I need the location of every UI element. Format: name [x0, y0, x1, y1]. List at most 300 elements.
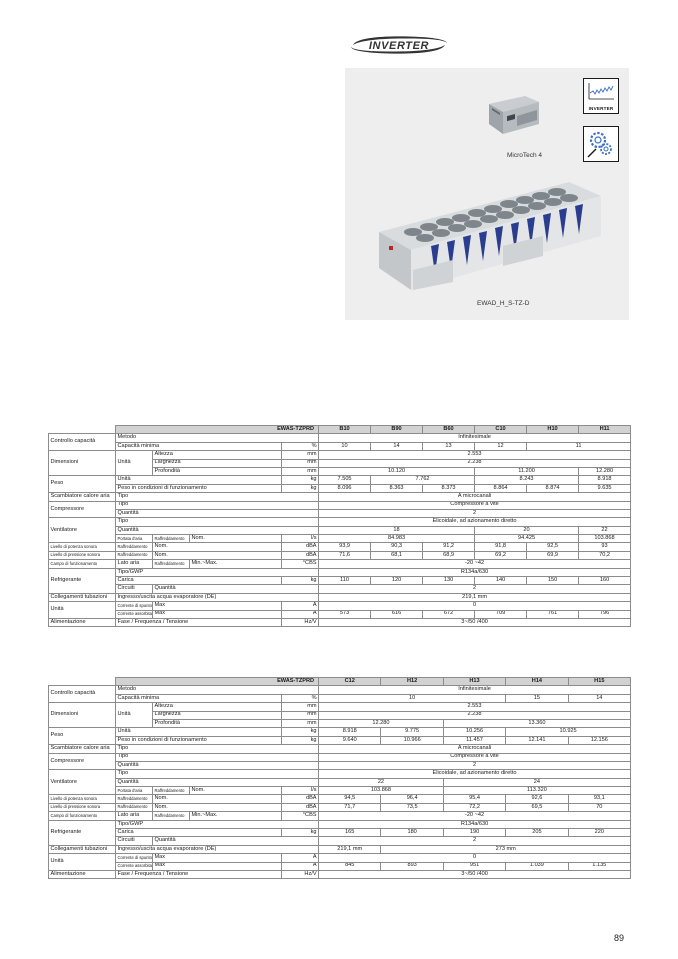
- unit-caption: EWAD_H_S-TZ-D: [477, 300, 530, 307]
- row-sublabel: Unità: [116, 703, 153, 728]
- row-unit: kg: [282, 829, 319, 837]
- cell-value: Infinitesimale: [319, 434, 631, 442]
- row-label: Profondità: [153, 719, 282, 727]
- row-category: Ventilatore: [49, 770, 116, 795]
- row-label: Tipo: [116, 501, 319, 509]
- row-unit: dBA: [282, 795, 319, 803]
- row-label: Tipo: [116, 745, 319, 753]
- cell-value: 13: [423, 442, 475, 450]
- table-row: [49, 509, 631, 517]
- row-label: Tipo/GWP: [116, 568, 319, 576]
- cell-value: 616: [371, 610, 423, 618]
- table-row: [49, 694, 631, 702]
- cell-value: 709: [475, 610, 527, 618]
- cell-value: 2.553: [319, 451, 631, 459]
- cell-value: 93,1: [568, 795, 630, 803]
- cell-value: 8.874: [527, 484, 579, 492]
- cell-value: A microcanali: [319, 493, 631, 501]
- row-sublabel: Raffreddamento: [116, 803, 153, 811]
- row-unit: %: [282, 442, 319, 450]
- table-row: [49, 736, 631, 744]
- column-header: B90: [371, 426, 423, 434]
- model-header: EWAS-TZPRD: [116, 678, 319, 686]
- cell-value: 68,9: [423, 551, 475, 559]
- row-label: Quantità: [116, 778, 319, 786]
- cell-value: 69,2: [475, 551, 527, 559]
- table-row: [49, 560, 631, 568]
- row-unit: kg: [282, 577, 319, 585]
- column-header: C12: [319, 678, 381, 686]
- row-category: Collegamenti tubazioni: [49, 845, 116, 853]
- row-category: Peso: [49, 476, 116, 493]
- row-unit: Hz/V: [282, 618, 319, 626]
- table-row: [49, 585, 631, 593]
- cell-value: -20 ~42: [319, 812, 631, 820]
- cell-value: 10.925: [506, 728, 631, 736]
- cell-value: 2: [319, 837, 631, 845]
- cell-value: 11: [527, 442, 631, 450]
- row-category: Unità: [49, 854, 116, 871]
- cell-value: 22: [319, 778, 444, 786]
- row-label: Metodo: [116, 686, 319, 694]
- row-category: Livello di potenza sonora: [49, 543, 116, 551]
- row-category: Collegamenti tubazioni: [49, 593, 116, 601]
- column-header: H10: [527, 426, 579, 434]
- cell-value: 11.457: [443, 736, 505, 744]
- row-sublabel: Raffreddamento: [116, 543, 153, 551]
- cell-value: 160: [579, 577, 631, 585]
- cell-value: 14: [371, 442, 423, 450]
- cell-value: R134a/630: [319, 820, 631, 828]
- cell-value: 951: [443, 862, 505, 870]
- table-row: [49, 526, 631, 534]
- cell-value: 1.039: [506, 862, 568, 870]
- row-sublabel: Portata d'aria: [116, 535, 153, 543]
- cell-value: 70,2: [579, 551, 631, 559]
- row-unit: %: [282, 694, 319, 702]
- cell-value: 113.320: [443, 787, 630, 795]
- cell-value: 92,5: [527, 543, 579, 551]
- row-label: Fase / Frequenza / Tensione: [116, 870, 282, 878]
- inverter-wave-icon: [584, 79, 618, 105]
- row-sublabel: Circuiti: [116, 585, 153, 593]
- row-unit: °CBS: [282, 812, 319, 820]
- table-row: [49, 593, 631, 601]
- cell-value: 93: [579, 543, 631, 551]
- row-label: Max: [153, 862, 282, 870]
- table-row: [49, 837, 631, 845]
- cell-value: 12.280: [579, 467, 631, 475]
- cell-value: 2: [319, 585, 631, 593]
- row-unit: A: [282, 610, 319, 618]
- cell-value: 8.243: [475, 476, 579, 484]
- row-category: Dimensioni: [49, 703, 116, 728]
- cell-value: 8.864: [475, 484, 527, 492]
- spec-table-2: [48, 677, 631, 879]
- cell-value: 3~/50 /400: [319, 870, 631, 878]
- cell-value: 91,8: [475, 543, 527, 551]
- column-header: H13: [443, 678, 505, 686]
- row-label: Unità: [116, 728, 282, 736]
- cell-value: 69,5: [506, 803, 568, 811]
- cell-value: 103.868: [579, 535, 631, 543]
- table-row: [49, 745, 631, 753]
- row-sublabel: Corrente assorbita: [116, 610, 153, 618]
- cell-value: 71,6: [319, 551, 371, 559]
- row-label: Capacità minima: [116, 442, 282, 450]
- cell-value: 10: [319, 694, 506, 702]
- row-label: Fase / Frequenza / Tensione: [116, 618, 282, 626]
- row-unit: l/s: [282, 787, 319, 795]
- row-category: Livello di pressione sonora: [49, 551, 116, 559]
- cell-value: A microcanali: [319, 745, 631, 753]
- cell-value: 2.238: [319, 459, 631, 467]
- cell-value: 91,2: [423, 543, 475, 551]
- table-row: [49, 703, 631, 711]
- cell-value: 796: [579, 610, 631, 618]
- cell-value: 3~/50 /400: [319, 618, 631, 626]
- row-label: Nom.: [153, 543, 282, 551]
- row-label: Quantità: [153, 837, 319, 845]
- cell-value: 70: [568, 803, 630, 811]
- row-label: Tipo/GWP: [116, 820, 319, 828]
- cell-value: 10.120: [319, 467, 475, 475]
- cell-value: 110: [319, 577, 371, 585]
- cell-value: 13.360: [443, 719, 630, 727]
- row-category: Refrigerante: [49, 568, 116, 593]
- product-photo-panel: [345, 68, 629, 320]
- table-header-row: [49, 426, 631, 434]
- inverter-badge: [583, 78, 619, 114]
- table-row: [49, 812, 631, 820]
- row-unit: mm: [282, 711, 319, 719]
- row-label: Ingresso/uscita acqua evaporatore (DE): [116, 593, 319, 601]
- row-category: Livello di pressione sonora: [49, 803, 116, 811]
- table-row: [49, 610, 631, 618]
- row-label: Altezza: [153, 703, 282, 711]
- row-sublabel: Circuiti: [116, 837, 153, 845]
- row-label: Nom.: [153, 803, 282, 811]
- row-category: Scambiatore calore aria: [49, 745, 116, 753]
- inverter-badge-label: INVERTER: [588, 106, 614, 111]
- row-unit: kg: [282, 476, 319, 484]
- cell-value: 12.141: [506, 736, 568, 744]
- cell-value: 893: [381, 862, 443, 870]
- cell-value: 219,1 mm: [319, 845, 381, 853]
- row-label: Peso in condizioni di funzionamento: [116, 736, 282, 744]
- row-category: Controllo capacità: [49, 434, 116, 451]
- cell-value: 10.966: [381, 736, 443, 744]
- column-header: H14: [506, 678, 568, 686]
- cell-value: 72,2: [443, 803, 505, 811]
- cell-value: 8.096: [319, 484, 371, 492]
- table-row: [49, 551, 631, 559]
- cell-value: 71,7: [319, 803, 381, 811]
- column-header: H11: [579, 426, 631, 434]
- row-label: Carica: [116, 577, 282, 585]
- cell-value: 11.200: [475, 467, 579, 475]
- row-unit: l/s: [282, 535, 319, 543]
- row-category: Alimentazione: [49, 618, 116, 626]
- cell-value: 8.373: [423, 484, 475, 492]
- row-unit: dBA: [282, 803, 319, 811]
- row-sublabel: Raffreddamento: [116, 795, 153, 803]
- row-label: Max: [153, 602, 282, 610]
- row-sublabel: Corrente di spunto: [116, 854, 153, 862]
- row-category: Compressore: [49, 753, 116, 770]
- row-unit: mm: [282, 703, 319, 711]
- row-label: Peso in condizioni di funzionamento: [116, 484, 282, 492]
- cell-value: 96,4: [381, 795, 443, 803]
- cell-value: 130: [423, 577, 475, 585]
- table-row: [49, 543, 631, 551]
- row-sublabel: Raffreddamento: [153, 787, 190, 795]
- cell-value: 9.640: [319, 736, 381, 744]
- table-row: [49, 728, 631, 736]
- table-row: [49, 829, 631, 837]
- row-label: Quantità: [116, 509, 319, 517]
- inverter-logo: [347, 34, 451, 56]
- cell-value: 24: [443, 778, 630, 786]
- row-label: Carica: [116, 829, 282, 837]
- cell-value: 90,3: [371, 543, 423, 551]
- table-row: [49, 568, 631, 576]
- cell-value: 120: [371, 577, 423, 585]
- table-row: [49, 493, 631, 501]
- cell-value: 0: [319, 602, 631, 610]
- table-row: [49, 602, 631, 610]
- chiller-unit-image: [373, 172, 605, 292]
- cell-value: 12.156: [568, 736, 630, 744]
- cell-value: 95,4: [443, 795, 505, 803]
- controller-caption: MicroTech 4: [507, 152, 543, 159]
- table-row: [49, 618, 631, 626]
- table-row: [49, 795, 631, 803]
- cell-value: 190: [443, 829, 505, 837]
- table-row: [49, 854, 631, 862]
- row-label: Altezza: [153, 451, 282, 459]
- row-sublabel: Corrente assorbita: [116, 862, 153, 870]
- cell-value: 22: [579, 526, 631, 534]
- row-category: Dimensioni: [49, 451, 116, 476]
- column-header: B10: [319, 426, 371, 434]
- row-label: Nom.: [190, 787, 282, 795]
- row-label: Min.~Max.: [190, 560, 282, 568]
- row-sublabel: Raffreddamento: [153, 535, 190, 543]
- page-number: 89: [614, 933, 625, 943]
- row-sublabel: Portata d'aria: [116, 787, 153, 795]
- row-sublabel: Raffreddamento: [153, 560, 190, 568]
- cell-value: 7.505: [319, 476, 371, 484]
- table-row: [49, 803, 631, 811]
- row-unit: °CBS: [282, 560, 319, 568]
- row-unit: Hz/V: [282, 870, 319, 878]
- row-label: Max: [153, 854, 282, 862]
- row-label: Tipo: [116, 770, 319, 778]
- cell-value: 12: [475, 442, 527, 450]
- microtech-controller-image: [485, 90, 541, 138]
- cell-value: 0: [319, 854, 631, 862]
- table-row: [49, 820, 631, 828]
- row-unit: kg: [282, 728, 319, 736]
- cell-value: 18: [319, 526, 475, 534]
- row-unit: dBA: [282, 551, 319, 559]
- cell-value: 2.553: [319, 703, 631, 711]
- cell-value: 205: [506, 829, 568, 837]
- row-unit: A: [282, 862, 319, 870]
- cell-value: 12.280: [319, 719, 444, 727]
- cell-value: 15: [506, 694, 568, 702]
- row-category: Alimentazione: [49, 870, 116, 878]
- row-label: Metodo: [116, 434, 319, 442]
- cell-value: 14: [568, 694, 630, 702]
- table-row: [49, 484, 631, 492]
- row-label: Larghezza: [153, 711, 282, 719]
- cell-value: Elicoidale, ad azionamento diretto: [319, 518, 631, 526]
- row-label: Unità: [116, 476, 282, 484]
- cell-value: 845: [319, 862, 381, 870]
- row-label: Nom.: [190, 535, 282, 543]
- row-label: Min.~Max.: [190, 812, 282, 820]
- table-row: [49, 862, 631, 870]
- cell-value: 2: [319, 509, 631, 517]
- row-category: Livello di potenza sonora: [49, 795, 116, 803]
- table-row: [49, 501, 631, 509]
- row-unit: mm: [282, 467, 319, 475]
- row-unit: A: [282, 602, 319, 610]
- row-label: Larghezza: [153, 459, 282, 467]
- gear-settings-icon: [584, 127, 618, 161]
- cell-value: 165: [319, 829, 381, 837]
- table-row: [49, 476, 631, 484]
- cell-value: 672: [423, 610, 475, 618]
- cell-value: Elicoidale, ad azionamento diretto: [319, 770, 631, 778]
- cell-value: 84.983: [319, 535, 475, 543]
- column-header: H12: [381, 678, 443, 686]
- cell-value: 68,1: [371, 551, 423, 559]
- cell-value: 69,9: [527, 551, 579, 559]
- row-label: Ingresso/uscita acqua evaporatore (DE): [116, 845, 319, 853]
- cell-value: 73,5: [381, 803, 443, 811]
- table-row: [49, 518, 631, 526]
- cell-value: 10: [319, 442, 371, 450]
- row-unit: kg: [282, 484, 319, 492]
- row-label: Nom.: [153, 551, 282, 559]
- table-row: [49, 761, 631, 769]
- cell-value: 8.918: [579, 476, 631, 484]
- cell-value: 219,1 mm: [319, 593, 631, 601]
- cell-value: 8.363: [371, 484, 423, 492]
- row-sublabel: Raffreddamento: [153, 812, 190, 820]
- row-unit: mm: [282, 451, 319, 459]
- cell-value: 761: [527, 610, 579, 618]
- row-category: Campo di funzionamento: [49, 812, 116, 820]
- row-label: Max: [153, 610, 282, 618]
- gear-badge: [583, 126, 619, 162]
- row-category: Peso: [49, 728, 116, 745]
- cell-value: 9.635: [579, 484, 631, 492]
- row-category: Campo di funzionamento: [49, 560, 116, 568]
- row-category: Controllo capacità: [49, 686, 116, 703]
- cell-value: -20 ~42: [319, 560, 631, 568]
- cell-value: R134a/630: [319, 568, 631, 576]
- row-unit: dBA: [282, 543, 319, 551]
- cell-value: 92,6: [506, 795, 568, 803]
- row-sublabel: Raffreddamento: [116, 551, 153, 559]
- spec-table-1: [48, 425, 631, 627]
- row-sublabel: Corrente di spunto: [116, 602, 153, 610]
- row-label: Tipo: [116, 493, 319, 501]
- row-unit: mm: [282, 459, 319, 467]
- cell-value: 573: [319, 610, 371, 618]
- cell-value: Compressore a vite: [319, 753, 631, 761]
- table-row: [49, 753, 631, 761]
- row-category: Unità: [49, 602, 116, 619]
- row-label: Tipo: [116, 753, 319, 761]
- cell-value: 150: [527, 577, 579, 585]
- row-category: Scambiatore calore aria: [49, 493, 116, 501]
- cell-value: 94,5: [319, 795, 381, 803]
- cell-value: 2: [319, 761, 631, 769]
- column-header: C10: [475, 426, 527, 434]
- cell-value: 10.256: [443, 728, 505, 736]
- row-sublabel: Lato aria: [116, 812, 153, 820]
- row-sublabel: Unità: [116, 451, 153, 476]
- row-category: Refrigerante: [49, 820, 116, 845]
- cell-value: Infinitesimale: [319, 686, 631, 694]
- table-row: [49, 845, 631, 853]
- table-row: [49, 870, 631, 878]
- table-row: [49, 535, 631, 543]
- cell-value: 8.918: [319, 728, 381, 736]
- row-label: Quantità: [153, 585, 319, 593]
- model-header: EWAS-TZPRD: [116, 426, 319, 434]
- table-row: [49, 434, 631, 442]
- row-label: Profondità: [153, 467, 282, 475]
- table-row: [49, 778, 631, 786]
- row-category: Compressore: [49, 501, 116, 518]
- row-unit: mm: [282, 719, 319, 727]
- row-label: Tipo: [116, 518, 319, 526]
- row-unit: A: [282, 854, 319, 862]
- row-category: Ventilatore: [49, 518, 116, 543]
- cell-value: Compressore a vite: [319, 501, 631, 509]
- cell-value: 220: [568, 829, 630, 837]
- cell-value: 94.425: [475, 535, 579, 543]
- row-sublabel: Lato aria: [116, 560, 153, 568]
- cell-value: 273 mm: [381, 845, 631, 853]
- cell-value: 1.135: [568, 862, 630, 870]
- table-row: [49, 451, 631, 459]
- table-row: [49, 770, 631, 778]
- cell-value: 103.868: [319, 787, 444, 795]
- row-label: Quantità: [116, 761, 319, 769]
- table-row: [49, 442, 631, 450]
- cell-value: 20: [475, 526, 579, 534]
- row-label: Capacità minima: [116, 694, 282, 702]
- column-header: H15: [568, 678, 630, 686]
- column-header: B60: [423, 426, 475, 434]
- table-row: [49, 787, 631, 795]
- cell-value: 7.762: [371, 476, 475, 484]
- cell-value: 140: [475, 577, 527, 585]
- row-label: Quantità: [116, 526, 319, 534]
- row-label: Nom.: [153, 795, 282, 803]
- table-header-row: [49, 678, 631, 686]
- row-unit: kg: [282, 736, 319, 744]
- cell-value: 93,9: [319, 543, 371, 551]
- cell-value: 2.238: [319, 711, 631, 719]
